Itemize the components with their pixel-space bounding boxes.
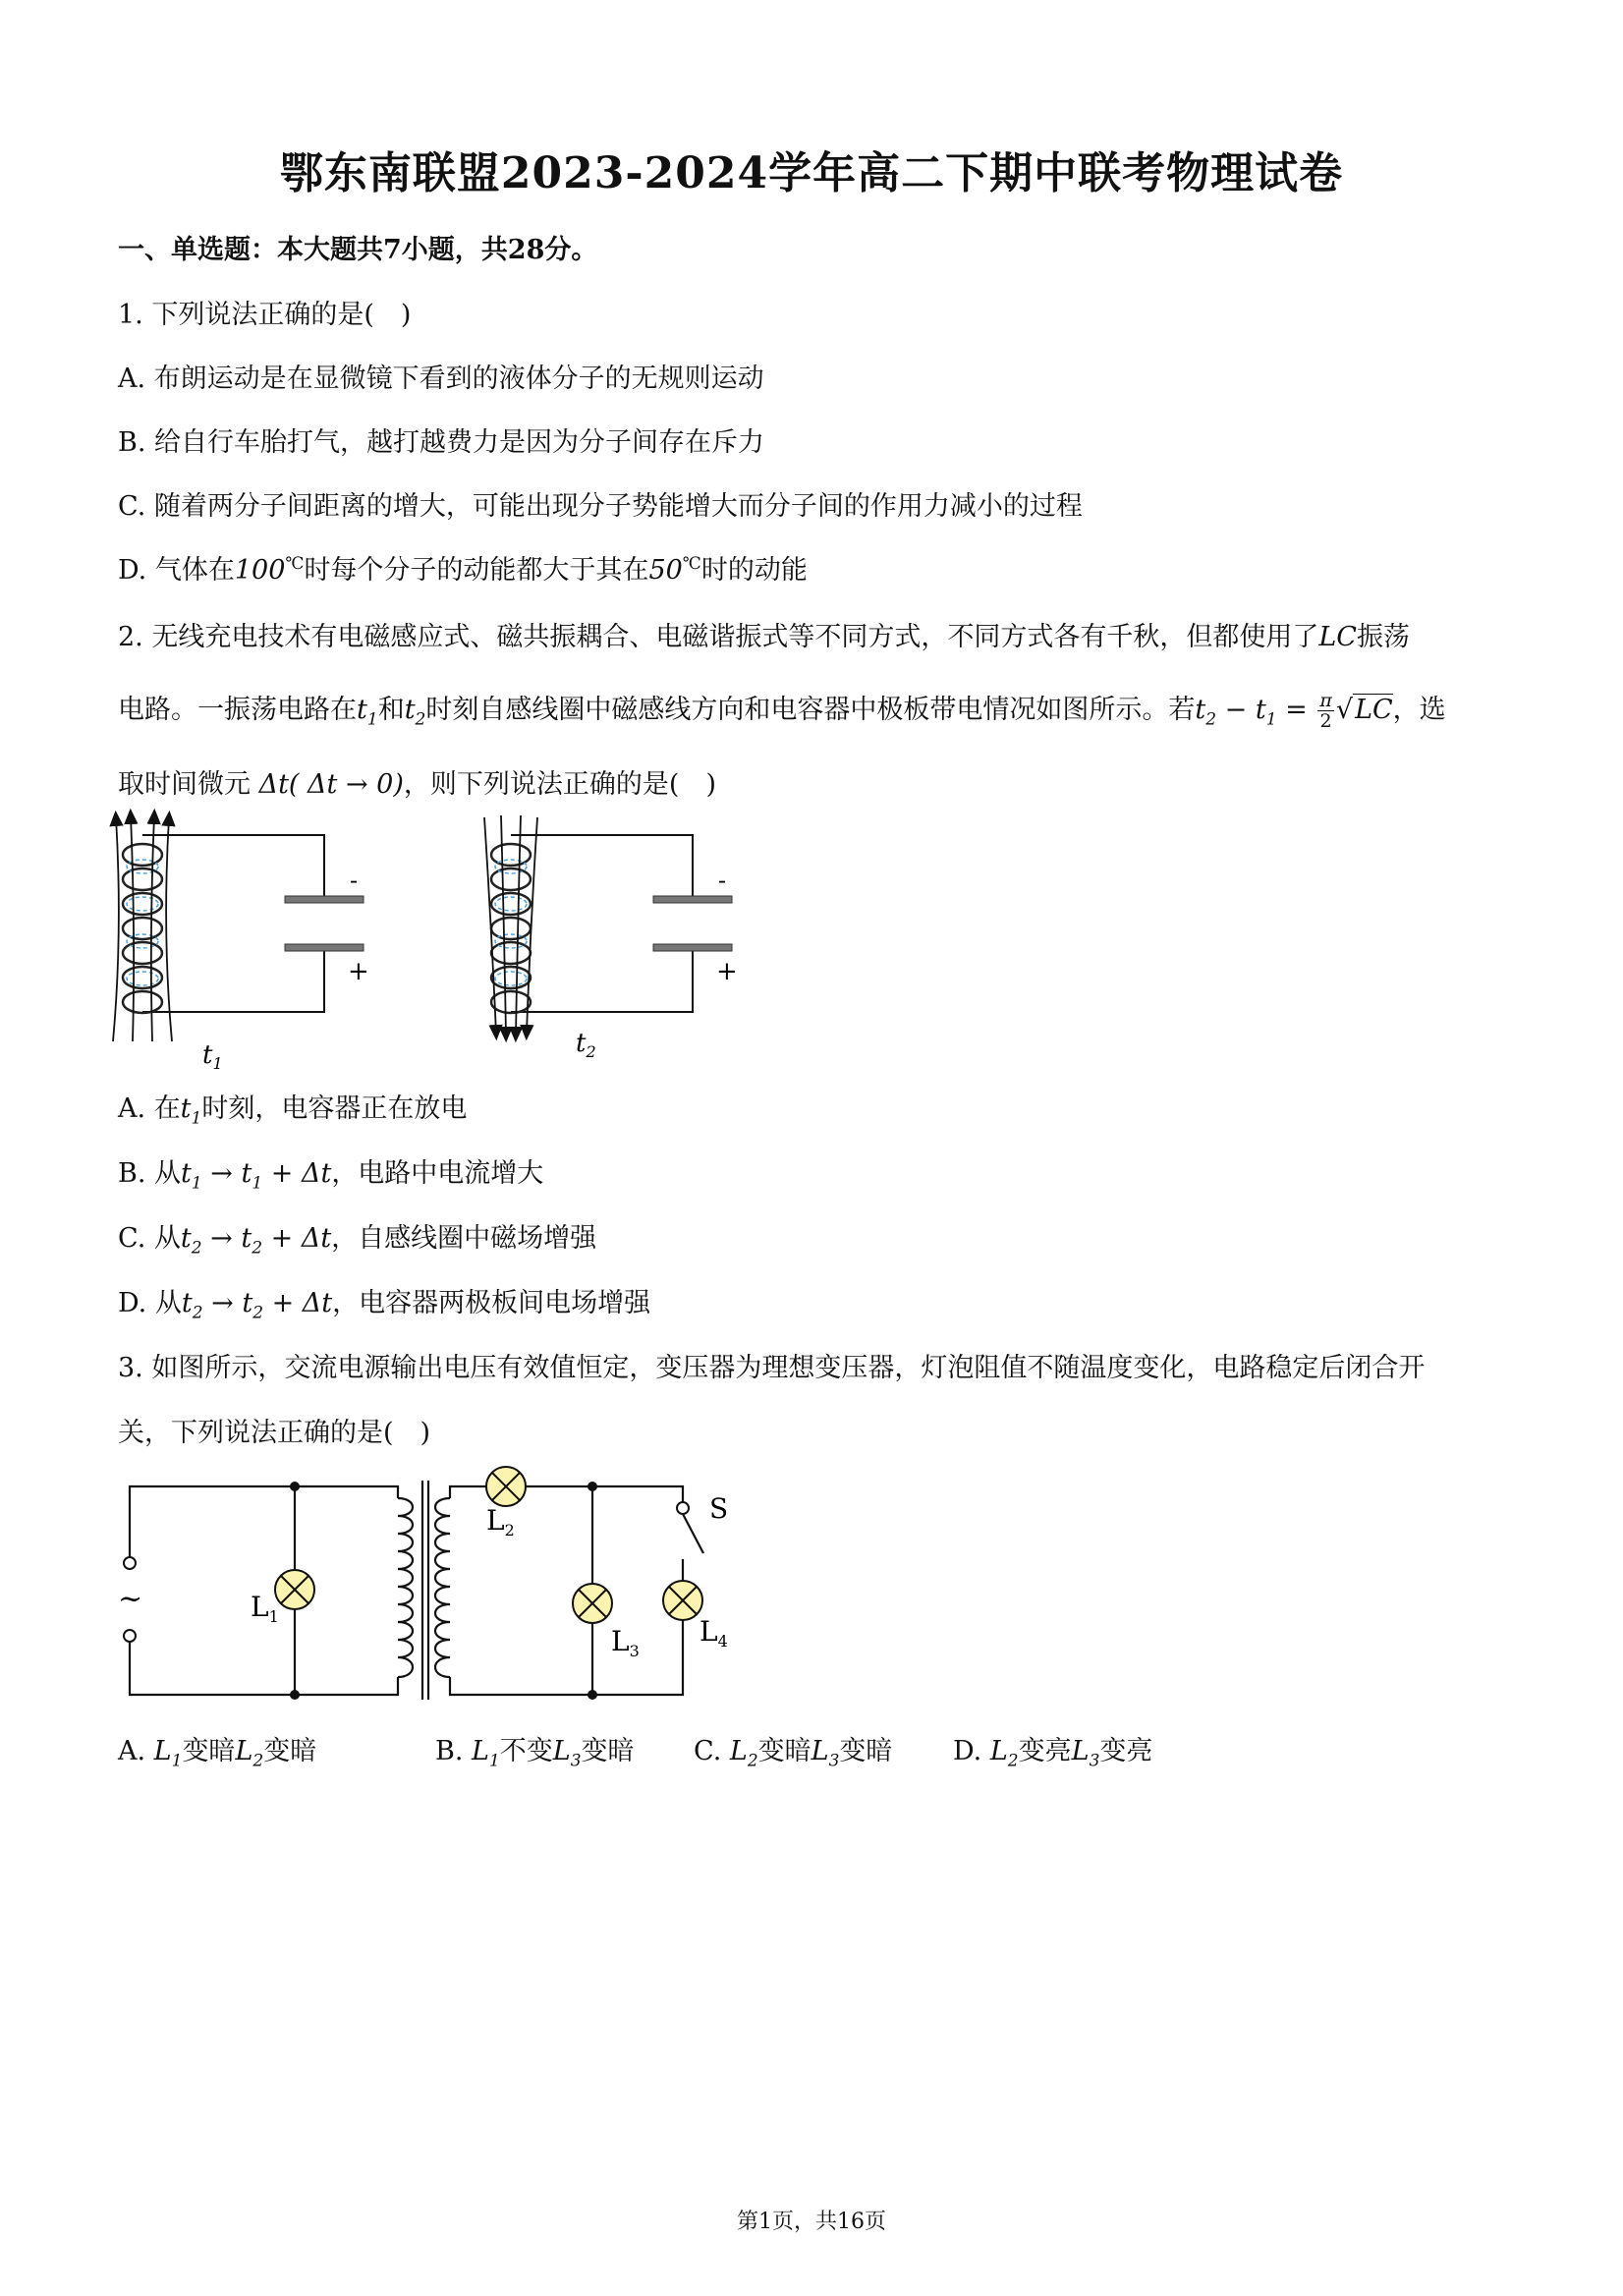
q2-stem-line1: 2. 无线充电技术有电磁感应式、磁共振耦合、电磁谐振式等不同方式，不同方式各有千秋，但都使用了LC振荡: [118, 622, 1410, 652]
circuit-t1: [113, 815, 364, 1041]
page-footer: 第1页，共16页: [737, 2210, 886, 2234]
lc-circuit-figure: [98, 806, 766, 1076]
l2-label: $L_2$: [486, 1504, 515, 1540]
q1-option-b: B. 给自行车胎打气，越打越费力是因为分子间存在斥力: [118, 427, 765, 458]
lamp-l1: [275, 1570, 314, 1609]
lamp-l2: [486, 1467, 526, 1506]
exam-title: 鄂东南联盟2023-2024学年高二下期中联考物理试卷: [279, 148, 1344, 198]
q3-stem-line1: 3. 如图所示，交流电源输出电压有效值恒定，变压器为理想变压器，灯泡阻值不随温度变化，电路稳定后闭合开: [118, 1353, 1426, 1383]
q3-option-a: A. $L_1$变暗$L_2$变暗: [118, 1736, 317, 1771]
l3-label: $L_3$: [611, 1625, 640, 1660]
t2-label: $t_2$: [576, 1029, 596, 1061]
q3-option-d: D. $L_2$变亮$L_3$变亮: [953, 1736, 1153, 1771]
q3-option-b: B. $L_1$不变$L_3$变暗: [435, 1736, 635, 1771]
t2-minus-label: -: [718, 867, 727, 894]
lamp-l3: [573, 1584, 612, 1623]
q2-option-a: A. 在$t_1$时刻，电容器正在放电: [118, 1093, 468, 1129]
switch-label: S: [709, 1492, 729, 1525]
transformer-circuit-figure: [108, 1459, 756, 1705]
q1-option-c: C. 随着两分子间距离的增大，可能出现分子势能增大而分子间的作用力减小的过程: [118, 491, 1083, 522]
q2-option-b: B. 从$t_1 \to t_1 + \Delta t$，电路中电流增大: [118, 1158, 544, 1194]
q1-option-a: A. 布朗运动是在显微镜下看到的液体分子的无规则运动: [118, 364, 764, 394]
ac-terminal-bottom: [124, 1630, 136, 1642]
l1-label: $L_1$: [251, 1591, 279, 1626]
q1-stem: 1. 下列说法正确的是( ): [118, 300, 412, 330]
q2-option-d: D. 从$t_2 \to t_2 + \Delta t$，电容器两极板间电场增强: [118, 1288, 651, 1323]
q3-option-c: C. $L_2$变暗$L_3$变暗: [694, 1736, 893, 1771]
l4-label: $L_4$: [700, 1615, 728, 1651]
section-heading: 一、单选题：本大题共7小题，共28分。: [118, 235, 598, 265]
t1-label: $t_1$: [202, 1040, 223, 1073]
t1-minus-label: -: [350, 867, 359, 894]
q2-stem-line3: 取时间微元 Δt( Δt → 0)，则下列说法正确的是( ): [118, 769, 716, 800]
lamp-l4: [663, 1581, 702, 1620]
ac-terminal-top: [124, 1557, 136, 1569]
t1-plus-label: +: [348, 957, 369, 986]
q3-stem-line2: 关，下列说法正确的是( ): [118, 1418, 431, 1448]
t2-plus-label: +: [716, 957, 738, 986]
pi-over-2-fraction: $\frac{\pi}{2}$: [1319, 690, 1332, 732]
q2-stem-line2: 电路。一振荡电路在$t_1$和$t_2$时刻自感线圈中磁感线方向和电容器中极板带电情况如图所示。若$t_2 - t_1$ = $\frac{\pi}{2}$ √LC，选: [118, 690, 1446, 732]
ac-source-label: ~: [118, 1582, 143, 1616]
switch-contact: [677, 1502, 689, 1514]
circuit-t2: [484, 815, 732, 1036]
q1-option-d: D. 气体在100℃时每个分子的动能都大于其在50℃时的动能: [118, 554, 808, 586]
q2-option-c: C. 从$t_2 \to t_2 + \Delta t$，自感线圈中磁场增强: [118, 1223, 597, 1259]
